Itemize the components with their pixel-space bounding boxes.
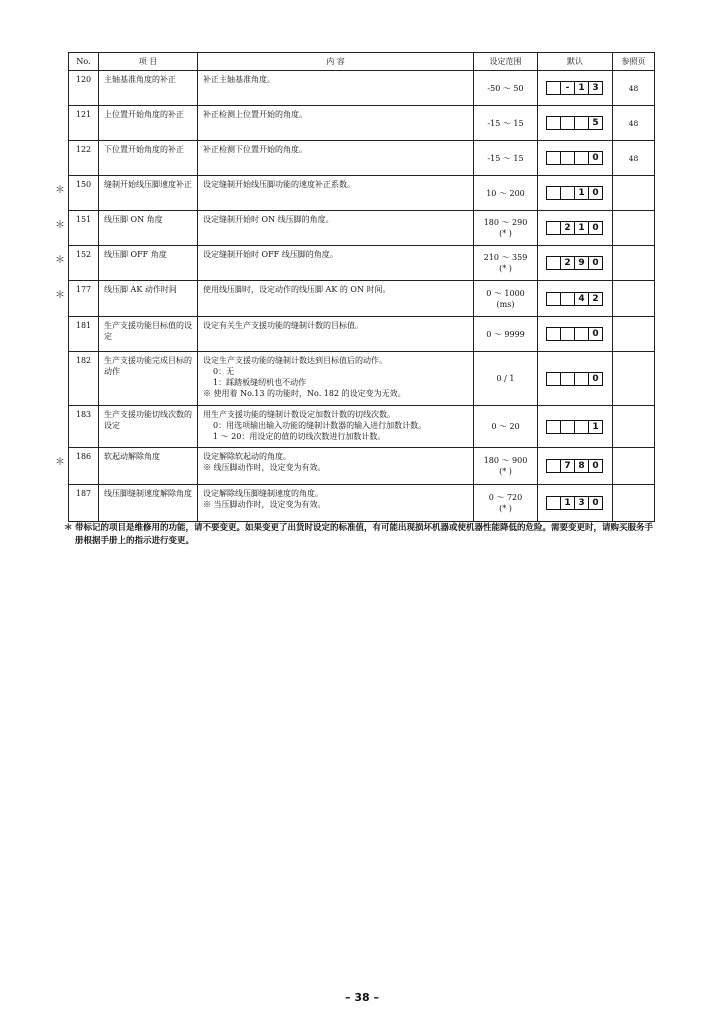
table-row (69, 211, 655, 246)
row-content (198, 141, 474, 176)
row-item: 线压脚 AK 动作时间 (99, 281, 198, 317)
row-range (474, 448, 538, 485)
default-digit (574, 117, 588, 129)
default-digit (547, 460, 560, 472)
parameter-table (68, 52, 655, 522)
default-digit (560, 373, 574, 385)
row-number: 187 (69, 485, 99, 522)
range-line: (* ) (499, 229, 512, 238)
row-default (538, 352, 613, 406)
default-digit: 5 (588, 117, 602, 129)
row-default (538, 317, 613, 352)
table-row (69, 448, 655, 485)
default-digit: 3 (588, 82, 602, 94)
content-line: 0：用选项输出输入功能的缝制计数器的输入进行加数计数。 (213, 421, 427, 430)
range-line: 180 ～ 290 (483, 218, 528, 227)
row-number: 121 (69, 106, 99, 141)
default-value-display (546, 221, 603, 235)
default-digit (574, 373, 588, 385)
default-digit (547, 82, 560, 94)
parameter-table-container (68, 52, 654, 522)
row-number: 186 (69, 448, 99, 485)
row-item: 线压脚 OFF 角度 (99, 246, 198, 281)
maintenance-star-mark: ＊ (55, 289, 65, 301)
default-digit: 0 (588, 328, 602, 340)
default-value-display (546, 372, 603, 386)
default-digit: 0 (588, 497, 602, 509)
default-digit: 1 (574, 187, 588, 199)
row-item: 线压脚 ON 角度 (99, 211, 198, 246)
row-ref-page (613, 317, 655, 352)
row-content (198, 176, 474, 211)
row-default (538, 71, 613, 106)
maintenance-star-mark: ＊ (55, 456, 65, 468)
row-ref-page (613, 281, 655, 317)
content-line: 设定有关生产支援功能的缝制计数的目标值。 (203, 321, 363, 330)
default-digit: 0 (588, 187, 602, 199)
range-line: 0 ～ 720 (488, 493, 523, 502)
row-item: 缝制开始线压脚速度补正 (99, 176, 198, 211)
row-content (198, 106, 474, 141)
content-line: 设定解除软起动的角度。 (203, 452, 291, 461)
table-row (69, 352, 655, 406)
default-digit (560, 117, 574, 129)
footnote-mark: ＊ (64, 523, 73, 533)
maintenance-star-mark: ＊ (55, 254, 65, 266)
range-line: 180 ～ 900 (483, 456, 528, 465)
footnote (64, 522, 658, 548)
content-line: 1：踩踏板缝纫机也不动作 (213, 378, 307, 387)
default-digit (574, 152, 588, 164)
maintenance-star-mark: ＊ (55, 184, 65, 196)
row-number: 150 (69, 176, 99, 211)
header-range: 设定范围 (474, 53, 538, 71)
row-content (198, 352, 474, 406)
row-item: 上位置开始角度的补正 (99, 106, 198, 141)
default-digit: 8 (574, 460, 588, 472)
row-range (474, 485, 538, 522)
content-line: 设定解除线压脚缝制速度的角度。 (203, 489, 323, 498)
content-line: 1 ～ 20：用设定的值的切线次数进行加数计数。 (213, 432, 386, 441)
content-line: ※ 使用着 No.13 的功能时，No. 182 的设定变为无效。 (203, 389, 406, 398)
range-line: 0 ～ 1000 (486, 288, 525, 298)
row-default (538, 485, 613, 522)
row-content (198, 317, 474, 352)
default-value-display (546, 292, 603, 306)
default-digit (547, 373, 560, 385)
default-digit: 2 (560, 257, 574, 269)
row-number: 177 (69, 281, 99, 317)
default-digit: 3 (574, 497, 588, 509)
default-digit: 2 (560, 222, 574, 234)
default-digit (547, 187, 560, 199)
content-line: ※ 当压脚动作时，设定变为有效。 (203, 500, 326, 509)
range-line: 0 ～ 20 (491, 422, 520, 431)
default-digit: 0 (588, 257, 602, 269)
table-row (69, 281, 655, 317)
row-range (474, 141, 538, 176)
row-range (474, 246, 538, 281)
range-line: (ms) (496, 299, 515, 309)
content-line: 补正检测下位置开始的角度。 (203, 145, 307, 154)
header-item: 项 目 (99, 53, 198, 71)
row-item: 生产支援功能完成目标的动作 (99, 352, 198, 406)
default-digit: 0 (588, 152, 602, 164)
default-digit (574, 421, 588, 433)
row-default (538, 176, 613, 211)
row-ref-page (613, 211, 655, 246)
row-content (198, 211, 474, 246)
default-digit: 2 (588, 293, 602, 305)
header-default: 默认 (538, 53, 613, 71)
row-default (538, 106, 613, 141)
row-number: 152 (69, 246, 99, 281)
table-row (69, 141, 655, 176)
default-value-display (546, 420, 603, 434)
row-content (198, 281, 474, 317)
row-content (198, 406, 474, 448)
content-line: 设定缝制开始时 OFF 线压脚的角度。 (203, 250, 338, 259)
content-line: 使用线压脚时，设定动作的线压脚 AK 的 ON 时间。 (203, 285, 391, 294)
range-line: 0 / 1 (496, 374, 515, 383)
row-range (474, 317, 538, 352)
content-line: 用生产支援功能的缝制计数设定加数计数的切线次数。 (203, 410, 395, 419)
default-value-display (546, 496, 603, 510)
default-digit (547, 257, 560, 269)
default-digit (547, 421, 560, 433)
row-item: 软起动解除角度 (99, 448, 198, 485)
default-digit (560, 328, 574, 340)
row-content (198, 448, 474, 485)
row-number: 182 (69, 352, 99, 406)
row-range (474, 352, 538, 406)
content-line: 设定生产支援功能的缝制计数达到目标值后的动作。 (203, 356, 387, 365)
default-digit (547, 222, 560, 234)
range-line: -15 ～ 15 (487, 153, 524, 163)
content-line: ※ 线压脚动作时，设定变为有效。 (203, 463, 326, 472)
row-default (538, 448, 613, 485)
row-item: 线压脚缝制速度解除角度 (99, 485, 198, 522)
row-range (474, 406, 538, 448)
default-value-display (546, 116, 603, 130)
content-line: 补正主轴基准角度。 (203, 75, 275, 84)
default-digit: 1 (574, 82, 588, 94)
table-row (69, 317, 655, 352)
row-ref-page (613, 406, 655, 448)
content-line: 补正检测上位置开始的角度。 (203, 110, 307, 119)
default-digit (560, 152, 574, 164)
default-digit (560, 187, 574, 199)
maintenance-star-mark: ＊ (55, 219, 65, 231)
row-number: 183 (69, 406, 99, 448)
range-line: -15 ～ 15 (487, 118, 524, 128)
row-item: 生产支援功能目标值的设定 (99, 317, 198, 352)
range-line: (* ) (499, 264, 512, 273)
row-number: 151 (69, 211, 99, 246)
table-row (69, 176, 655, 211)
row-ref-page (613, 352, 655, 406)
footnote-text: 带标记的项目是维修用的功能，请不要变更。如果变更了出货时设定的标准值，有可能出现损坏机器或使机器性能降低的危险。需要变更时，请购买服务手册根据手册上的指示进行变更。 (75, 523, 654, 546)
page-number: – 38 – (345, 991, 379, 1004)
row-number: 122 (69, 141, 99, 176)
default-digit: 4 (574, 293, 588, 305)
content-line: 0：无 (213, 367, 235, 376)
range-line: (* ) (499, 467, 512, 476)
default-digit: 0 (588, 460, 602, 472)
row-ref-page (613, 448, 655, 485)
default-value-display (546, 459, 603, 473)
default-digit (547, 497, 560, 509)
range-line: 10 ～ 200 (486, 188, 525, 198)
row-ref-page (613, 485, 655, 522)
row-default (538, 246, 613, 281)
range-line: -50 ～ 50 (487, 83, 524, 93)
row-ref-page (613, 176, 655, 211)
default-value-display (546, 256, 603, 270)
table-row (69, 485, 655, 522)
row-range (474, 106, 538, 141)
header-no: No. (69, 53, 99, 71)
table-header-row (69, 53, 655, 71)
default-digit: 7 (560, 460, 574, 472)
default-digit: 9 (574, 257, 588, 269)
default-value-display (546, 151, 603, 165)
row-default (538, 141, 613, 176)
default-digit (547, 328, 560, 340)
default-digit: 1 (574, 222, 588, 234)
row-content (198, 71, 474, 106)
range-line: 210 ～ 359 (483, 253, 528, 262)
default-value-display (546, 81, 603, 95)
table-row (69, 406, 655, 448)
default-digit (560, 421, 574, 433)
content-line: 设定缝制开始时 ON 线压脚的角度。 (203, 215, 334, 224)
default-digit: 0 (588, 222, 602, 234)
row-range (474, 71, 538, 106)
table-row (69, 246, 655, 281)
table-row (69, 71, 655, 106)
content-line: 设定缝制开始线压脚功能的速度补正系数。 (203, 180, 355, 189)
row-default (538, 406, 613, 448)
header-content: 内 容 (198, 53, 474, 71)
range-line: 0 ～ 9999 (486, 329, 525, 339)
row-ref-page: 48 (613, 106, 655, 141)
default-digit: - (560, 82, 574, 94)
row-range (474, 281, 538, 317)
row-item: 生产支援功能切线次数的设定 (99, 406, 198, 448)
default-digit (547, 152, 560, 164)
row-item: 主轴基准角度的补正 (99, 71, 198, 106)
default-value-display (546, 327, 603, 341)
row-default (538, 281, 613, 317)
row-content (198, 246, 474, 281)
header-ref: 参照页 (613, 53, 655, 71)
row-ref-page (613, 246, 655, 281)
row-default (538, 211, 613, 246)
row-range (474, 211, 538, 246)
row-ref-page: 48 (613, 141, 655, 176)
table-row (69, 106, 655, 141)
default-digit (547, 293, 560, 305)
default-value-display (546, 186, 603, 200)
range-line: (* ) (499, 504, 512, 513)
default-digit: 1 (560, 497, 574, 509)
row-item: 下位置开始角度的补正 (99, 141, 198, 176)
row-number: 181 (69, 317, 99, 352)
default-digit: 0 (588, 373, 602, 385)
default-digit: 1 (588, 421, 602, 433)
row-content (198, 485, 474, 522)
default-digit (547, 117, 560, 129)
default-digit (560, 293, 574, 305)
row-ref-page: 48 (613, 71, 655, 106)
row-range (474, 176, 538, 211)
row-number: 120 (69, 71, 99, 106)
default-digit (574, 328, 588, 340)
